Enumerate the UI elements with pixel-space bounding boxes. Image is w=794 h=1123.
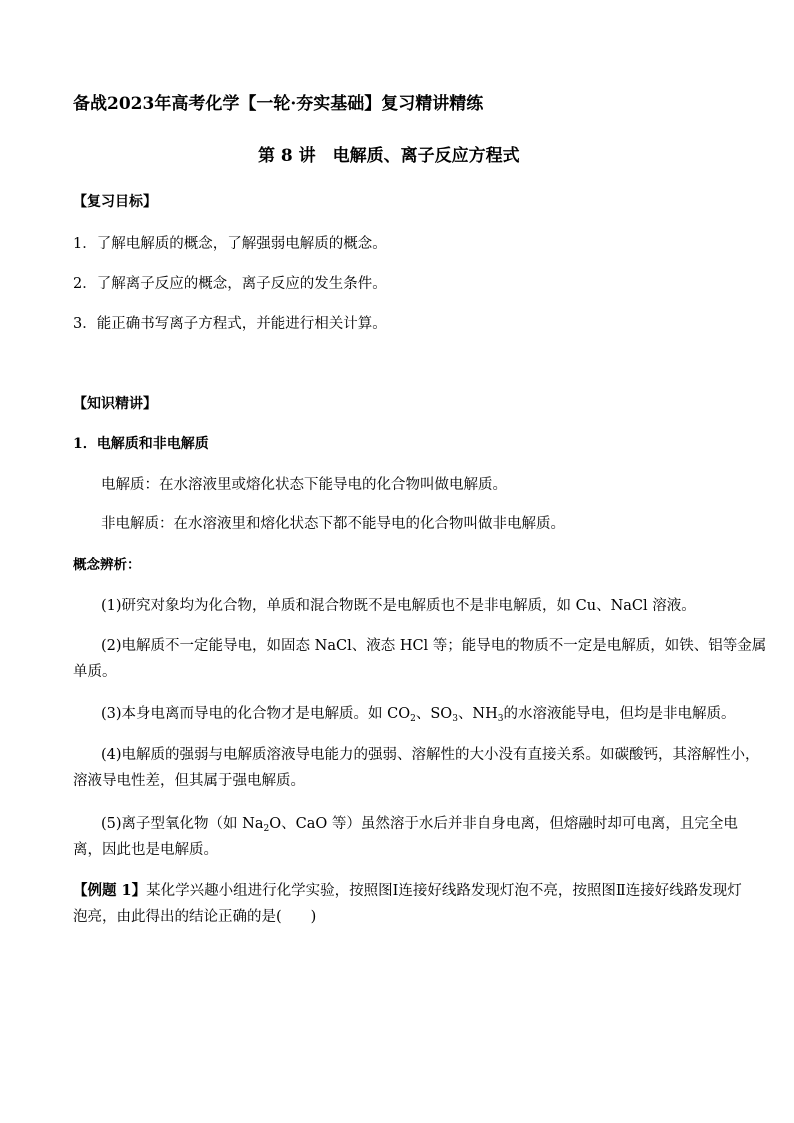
analysis-point-5: (5)离子型氧化物（如 $Na_2O$、CaO 等）虽然溶于水后并非自身电离，但熔融时却可电离，且完全电 xyxy=(101,816,738,834)
section-title: 1．电解质和非电解质 xyxy=(73,436,209,452)
analysis-heading: 概念辨析： xyxy=(73,557,141,573)
analysis-point-2-continued: 单质。 xyxy=(73,664,117,680)
knowledge-heading: 【知识精讲】 xyxy=(73,396,157,412)
document-title: 备战2023年高考化学【一轮·夯实基础】复习精讲精练 xyxy=(73,94,484,114)
definition-nonelectrolyte: 非电解质：在水溶液里和熔化状态下都不能导电的化合物叫做非电解质。 xyxy=(101,516,565,532)
analysis-point-5-continued: 离，因此也是电解质。 xyxy=(73,842,218,858)
example-text: 某化学兴趣小组进行化学实验，按照图Ⅰ连接好线路发现灯泡不亮，按照图Ⅱ连接好线路发现灯 xyxy=(146,883,742,899)
analysis-point-4-continued: 溶液导电性差，但其属于强电解质。 xyxy=(73,773,305,789)
analysis-point-4: (4)电解质的强弱与电解质溶液导电能力的强弱、溶解性的大小没有直接关系。如碳酸钙，其溶解性小， xyxy=(101,747,760,763)
review-goal-item: 2．了解离子反应的概念，离子反应的发生条件。 xyxy=(73,276,387,292)
example-label: 【例题 1】 xyxy=(73,882,147,899)
analysis-point-1: (1)研究对象均为化合物，单质和混合物既不是电解质也不是非电解质，如 Cu、NaCl 溶液。 xyxy=(101,598,696,614)
example-question-continued: 泡亮，由此得出的结论正确的是( ) xyxy=(73,909,317,925)
analysis-point-2: (2)电解质不一定能导电，如固态 NaCl、液态 HCl 等；能导电的物质不一定是电解质，如铁、铝等金属 xyxy=(101,638,767,654)
review-goals-heading: 【复习目标】 xyxy=(73,194,157,210)
review-goal-item: 1．了解电解质的概念，了解强弱电解质的概念。 xyxy=(73,236,387,252)
example-question xyxy=(73,881,742,901)
review-goal-item: 3．能正确书写离子方程式，并能进行相关计算。 xyxy=(73,316,387,332)
lecture-title: 第 8 讲 电解质、离子反应方程式 xyxy=(258,146,520,166)
definition-electrolyte: 电解质：在水溶液里或熔化状态下能导电的化合物叫做电解质。 xyxy=(101,477,507,493)
analysis-point-3: (3)本身电离而导电的化合物才是电解质。如 $CO_2$、$SO_3$、$NH_3$的水溶液能导电，但均是非电解质。 xyxy=(101,706,736,724)
